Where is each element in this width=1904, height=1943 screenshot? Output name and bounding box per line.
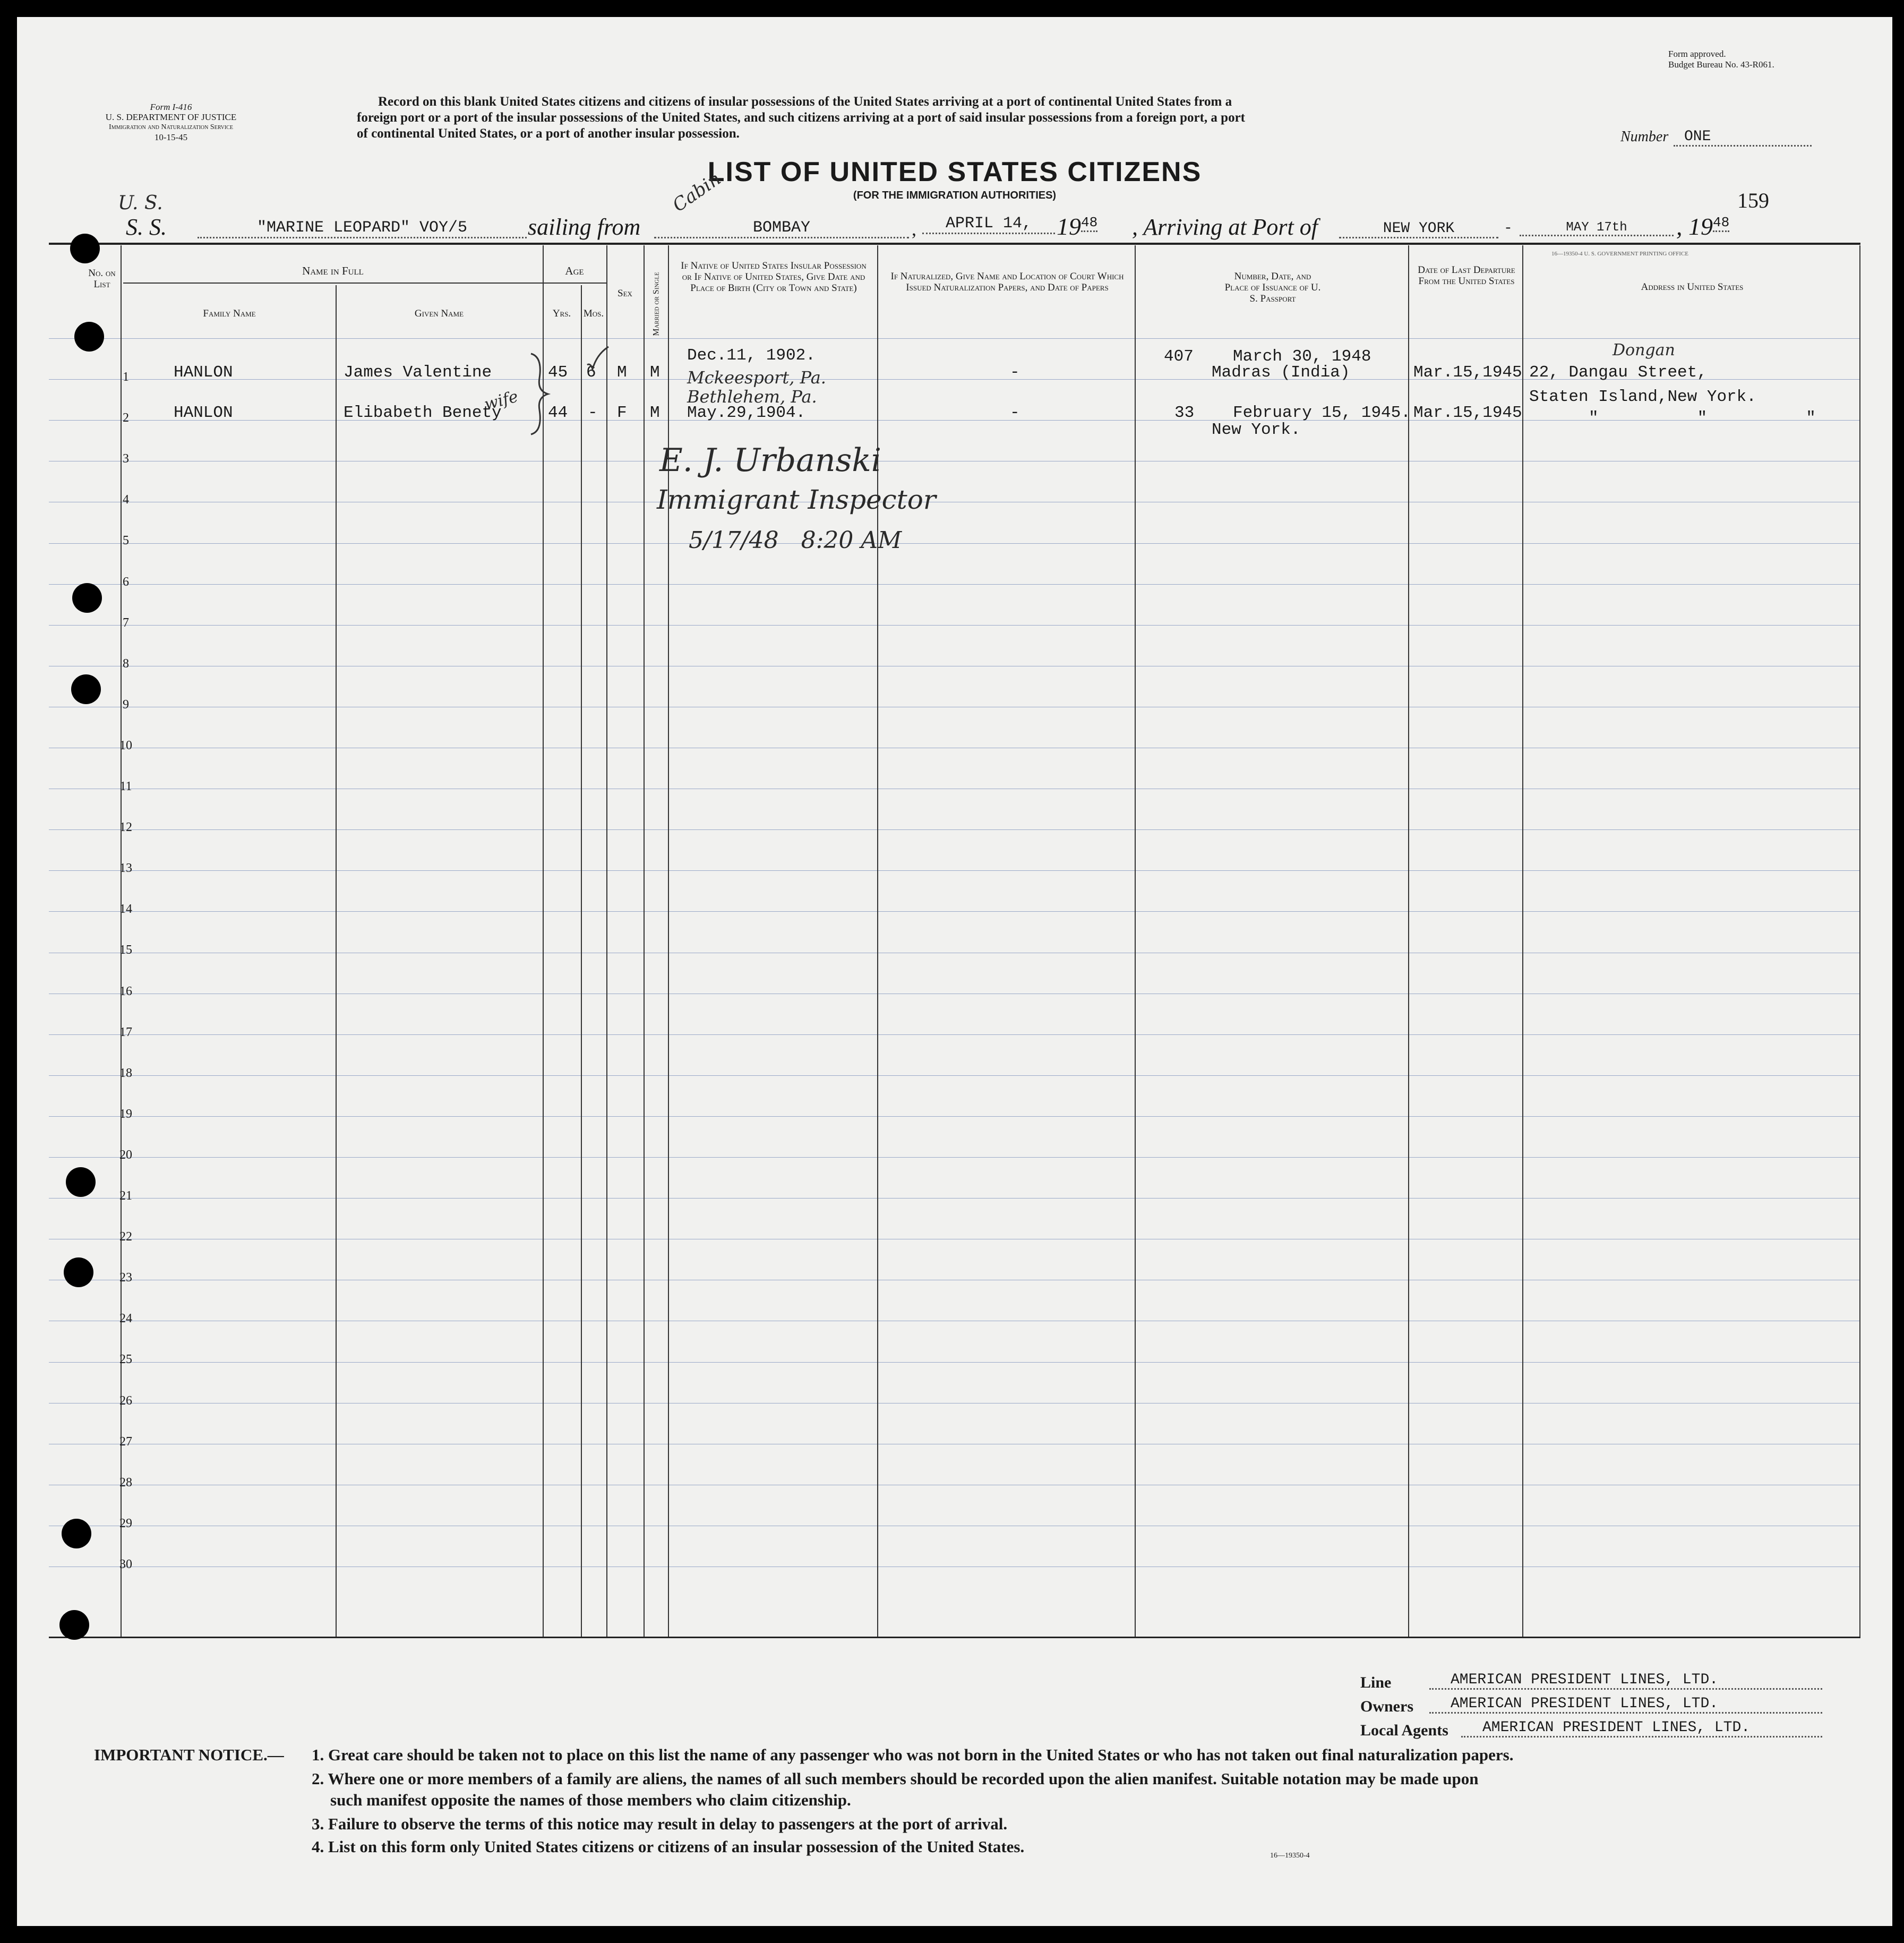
row2-relation: wife xyxy=(482,387,520,414)
arrival-date: MAY 17th xyxy=(1520,220,1674,236)
col-age: Age xyxy=(565,264,584,277)
col-native-birth: If Native of United States Insular Possession or If Native of United States, Give Date and Place of Birth (City or Town and State) xyxy=(681,260,867,294)
punch-hole xyxy=(70,234,100,263)
row-number: 16 xyxy=(119,984,132,998)
year-prefix: 19 xyxy=(1057,213,1081,240)
row1-mos: 6 xyxy=(586,363,596,382)
column-rule xyxy=(336,285,337,1637)
row-rule xyxy=(49,1198,1859,1199)
row-rule xyxy=(49,584,1859,585)
page-subtitle: (FOR THE IMMIGRATION AUTHORITIES) xyxy=(853,190,1057,201)
row-number: 10 xyxy=(119,738,132,752)
col-no-on-list: No. on List xyxy=(88,268,116,290)
row-rule xyxy=(49,829,1859,830)
col-naturalized: If Naturalized, Give Name and Location of Court Which Issued Naturalization Papers, and Date of Papers xyxy=(890,271,1124,293)
row2-given-name: Elibabeth Benety xyxy=(344,404,502,422)
row1-passport-date: March 30, 1948 xyxy=(1233,347,1371,366)
row-number: 30 xyxy=(119,1557,132,1571)
col-sex: Sex xyxy=(617,288,632,299)
row-rule xyxy=(49,338,1859,339)
row1-sex: M xyxy=(617,363,627,382)
table-top-rule xyxy=(49,243,1860,245)
row-number: 23 xyxy=(119,1271,132,1285)
arriving-label: , Arriving at Port of xyxy=(1132,214,1318,240)
punch-hole xyxy=(71,674,101,704)
row-number: 12 xyxy=(119,820,132,835)
row1-passport-no: 407 xyxy=(1164,347,1194,366)
col-passport: Number, Date, and Place of Issuance of U. S. Passport xyxy=(1224,271,1321,304)
row1-given-name: James Valentine xyxy=(344,363,492,382)
family-brace xyxy=(527,352,553,436)
row-number: 1 xyxy=(123,370,129,384)
column-rule xyxy=(1859,245,1860,1637)
row-number: 24 xyxy=(119,1312,132,1326)
budget-bureau-text: Budget Bureau No. 43-R061. xyxy=(1668,59,1774,70)
number-value: ONE xyxy=(1674,129,1812,147)
row-number: 13 xyxy=(119,861,132,876)
row-rule xyxy=(49,1362,1859,1363)
row1-yrs: 45 xyxy=(548,363,568,382)
comma: , xyxy=(912,218,916,239)
arrival-year-suffix: 48 xyxy=(1713,215,1729,232)
arrival-year: , $19^{48}$ xyxy=(1676,213,1730,240)
notice-item-2: 2. Where one or more members of a family are aliens, the names of all such members should be recorded upon the alien manifest. Suitable notation may be made upon xyxy=(312,1769,1479,1788)
row-number: 14 xyxy=(119,902,132,917)
cabin-handwritten: Cabin xyxy=(668,168,725,217)
column-rule xyxy=(581,285,582,1637)
column-rule xyxy=(1135,245,1136,1637)
row-number: 4 xyxy=(123,493,129,507)
row-number: 5 xyxy=(123,534,129,548)
row-number: 19 xyxy=(119,1107,132,1121)
instruction-text xyxy=(357,94,1245,142)
arriving-text: Arriving at Port of xyxy=(1143,214,1318,240)
form-approval xyxy=(1668,49,1774,70)
row-number: 15 xyxy=(119,943,132,957)
instruction-line: foreign port or a port of the insular possessions of the United States, and such citizens arriving at a port of said insular possessions from a foreign port, a port xyxy=(357,110,1245,125)
row-rule xyxy=(49,625,1859,626)
page-number: 159 xyxy=(1737,189,1769,212)
row1-departure: Mar.15,1945 xyxy=(1413,363,1522,382)
row2-passport-no: 33 xyxy=(1174,404,1195,422)
row2-birth-date: May.29,1904. xyxy=(687,404,806,422)
col-name-in-full: Name in Full xyxy=(302,264,364,277)
row-rule xyxy=(49,1157,1859,1158)
row2-passport-date: February 15, 1945. xyxy=(1233,404,1411,422)
row-number: 2 xyxy=(123,411,129,425)
line-value: AMERICAN PRESIDENT LINES, LTD. xyxy=(1429,1672,1822,1690)
row-number: 27 xyxy=(119,1434,132,1449)
inspector-signature: E. J. Urbanski xyxy=(659,442,881,479)
punch-hole xyxy=(64,1257,93,1287)
form-date: 10-15-45 xyxy=(154,132,188,142)
row1-naturalized: - xyxy=(1010,363,1020,382)
inspector-title: Immigrant Inspector xyxy=(657,484,936,515)
row-number: 26 xyxy=(119,1393,132,1408)
punch-hole xyxy=(62,1519,91,1548)
row1-birth-date: Dec.11, 1902. xyxy=(687,346,816,365)
number-label: Number xyxy=(1620,129,1669,145)
col-last-departure: Date of Last Departure From the United States xyxy=(1418,264,1515,287)
row-number: 20 xyxy=(119,1148,132,1162)
column-rule xyxy=(644,245,645,1637)
notice-item-4: 4. List on this form only United States citizens or citizens of an insular possession of the United States. xyxy=(312,1837,1025,1856)
notice-item-2-cont: such manifest opposite the names of those members who claim citizenship. xyxy=(330,1791,851,1809)
sail-year xyxy=(1057,212,1097,241)
owners-value: AMERICAN PRESIDENT LINES, LTD. xyxy=(1429,1696,1822,1714)
row-number: 29 xyxy=(119,1516,132,1530)
row2-address-ditto: " " " xyxy=(1589,409,1816,427)
row-number: 11 xyxy=(119,780,132,793)
owners-label: Owners xyxy=(1360,1698,1413,1715)
row1-address: 22, Dangau Street, xyxy=(1529,363,1707,382)
local-agents-label: Local Agents xyxy=(1360,1722,1448,1739)
row2-marital: M xyxy=(650,404,660,422)
row2-naturalized: - xyxy=(1010,404,1020,422)
row-number: 22 xyxy=(119,1230,132,1244)
row-number: 25 xyxy=(119,1353,132,1367)
row1-family-name: HANLON xyxy=(174,363,233,382)
punch-hole xyxy=(59,1610,89,1640)
check-mark xyxy=(585,344,612,375)
arrival-dash: - xyxy=(1504,220,1513,237)
notice-item-1: 1. Great care should be taken not to place on this list the name of any passenger who was not born in the United States or who has not taken out final naturalization papers. xyxy=(312,1745,1514,1764)
departure-port: BOMBAY xyxy=(654,219,909,238)
row-number: 28 xyxy=(119,1475,132,1490)
form-code: 16—19350-4 xyxy=(1270,1852,1310,1860)
row-number: 9 xyxy=(123,697,129,712)
line-label: Line xyxy=(1360,1674,1392,1691)
row1-birth-place: Mckeesport, Pa. xyxy=(687,367,826,388)
row-rule xyxy=(49,1075,1859,1076)
row-number: 7 xyxy=(123,615,129,630)
name-subrule xyxy=(123,283,543,284)
sailing-date: APRIL 14, xyxy=(922,215,1055,234)
row2-passport-place: New York. xyxy=(1212,421,1301,439)
year-suffix: 48 xyxy=(1081,215,1097,232)
row-number: 6 xyxy=(123,575,129,589)
row-number: 17 xyxy=(119,1025,132,1039)
manifest-page xyxy=(17,17,1892,1926)
notice-heading: IMPORTANT NOTICE.— xyxy=(94,1745,284,1764)
notice-item-3: 3. Failure to observe the terms of this notice may result in delay to passengers at the port of arrival. xyxy=(312,1814,1008,1833)
row-rule xyxy=(49,1034,1859,1035)
punch-hole xyxy=(72,583,102,613)
row1-marital: M xyxy=(650,363,660,382)
row2-mos: - xyxy=(588,404,598,422)
row-rule xyxy=(49,1116,1859,1117)
row-number: 8 xyxy=(123,656,129,671)
row1-passport-place: Madras (India) xyxy=(1212,363,1350,382)
row-rule xyxy=(49,420,1859,421)
form-approved-text: Form approved. xyxy=(1668,49,1726,59)
column-rule xyxy=(606,245,607,1637)
local-agents-value: AMERICAN PRESIDENT LINES, LTD. xyxy=(1461,1719,1822,1737)
row2-yrs: 44 xyxy=(548,404,568,422)
instruction-line: of continental United States, or a port of another insular possession. xyxy=(357,126,740,141)
row-rule xyxy=(49,870,1859,871)
col-yrs: Yrs. xyxy=(552,308,571,319)
col-mos: Mos. xyxy=(583,308,604,319)
row1-address-correction: Dongan xyxy=(1613,341,1675,360)
arrival-year-prefix: 19 xyxy=(1688,213,1713,240)
punch-hole xyxy=(66,1167,96,1197)
instruction-line: Record on this blank United States citizens and citizens of insular possessions of the United States arriving at a port of continental United States from a xyxy=(378,95,1232,109)
row2-family-name: HANLON xyxy=(174,404,233,422)
row-number: 18 xyxy=(119,1066,132,1080)
col-address: Address in United States xyxy=(1641,281,1744,293)
arrival-port: NEW YORK xyxy=(1339,220,1498,238)
service-name: Immigration and Naturalization Service xyxy=(109,123,233,131)
row-number: 3 xyxy=(123,452,129,466)
table-bottom-rule xyxy=(49,1637,1860,1638)
col-family-name: Family Name xyxy=(203,308,256,319)
form-number: Form I-416 xyxy=(150,102,192,112)
department-block xyxy=(91,102,251,142)
list-number xyxy=(1620,129,1801,150)
row-rule xyxy=(49,911,1859,912)
row2-address: Staten Island,New York. xyxy=(1529,388,1756,406)
page-title: LIST OF UNITED STATES CITIZENS xyxy=(707,157,1202,187)
column-rule xyxy=(1408,245,1409,1637)
row-number: 21 xyxy=(119,1189,132,1203)
ship-name: "MARINE LEOPARD" VOY/5 xyxy=(198,219,527,238)
row2-departure: Mar.15,1945 xyxy=(1413,404,1522,422)
row2-birth-place: Bethlehem, Pa. xyxy=(687,387,817,407)
department-name: U. S. DEPARTMENT OF JUSTICE xyxy=(105,112,237,122)
column-rule xyxy=(1522,245,1523,1637)
ss-label: S. S. xyxy=(126,214,167,240)
column-rule xyxy=(543,245,544,1637)
punch-hole xyxy=(74,322,104,352)
col-given-name: Given Name xyxy=(414,308,464,319)
col-married-single: Married or Single xyxy=(651,272,661,336)
age-subrule xyxy=(543,283,606,284)
row-rule xyxy=(49,543,1859,544)
row2-sex: F xyxy=(617,404,627,422)
printer-mark: 16—19350-4 U. S. GOVERNMENT PRINTING OFFICE xyxy=(1551,251,1689,257)
inspection-timestamp: 5/17/48 8:20 AM xyxy=(689,527,902,554)
us-handwritten: U. S. xyxy=(118,192,163,214)
sailing-label: sailing from xyxy=(528,214,641,240)
